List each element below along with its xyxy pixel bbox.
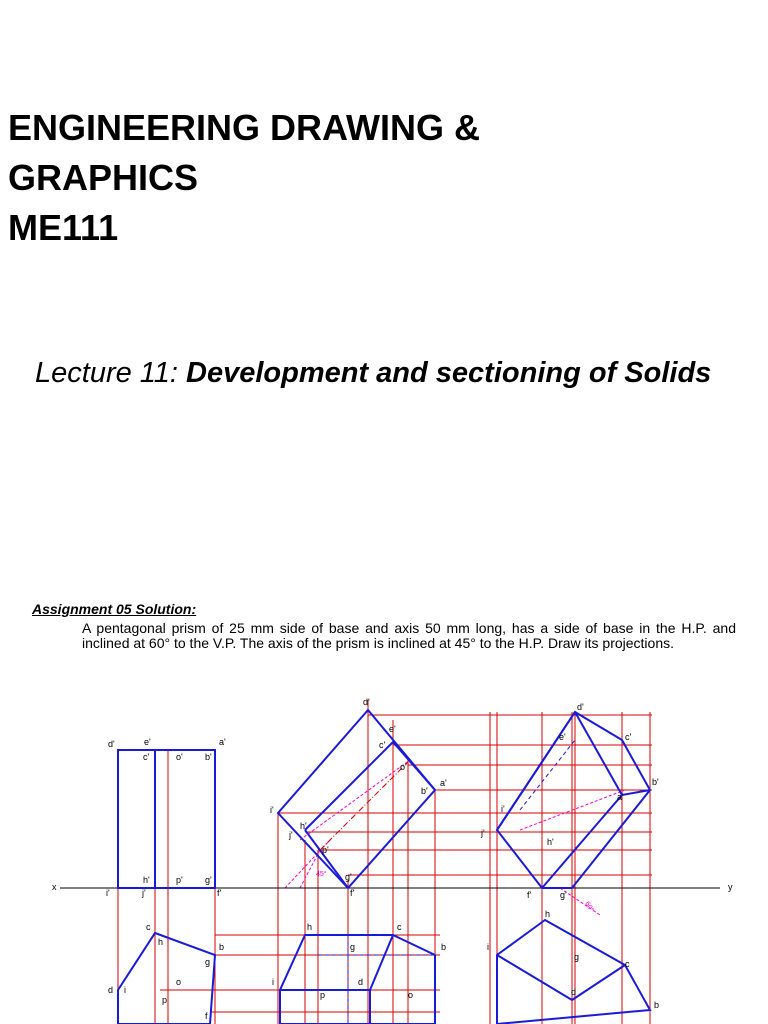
label-d-prime: d' [577,702,584,712]
label-p: p [320,990,326,1000]
label-j-prime: j' [289,830,293,840]
label-p: p [162,995,168,1005]
label-i: i [124,985,126,995]
lecture-topic: Development and sectioning of Solids [186,357,712,389]
label-c: c [397,922,402,932]
x-label: x [52,882,57,892]
label-g: g [350,942,356,952]
view1-front-labels [106,737,226,898]
label-b: b [219,942,225,952]
label-e-prime: e' [559,732,566,742]
label-d: d [571,987,577,997]
construction-lines [285,760,625,915]
front-view-2-outline [278,710,435,888]
label-b-prime: b' [205,752,212,762]
label-i-prime: i' [501,804,505,814]
title-line-3: ME111 [8,207,119,248]
label-a-prime: a' [440,778,447,788]
label-g-prime: g' [345,872,352,882]
problem-statement: A pentagonal prism of 25 mm side of base and axis 50 mm long, has a side of base in the H.P. and inclined at 60° to the V.P. The axis of the prism is inclined at 45° to the H.P. Draw its projections. [82,620,736,651]
label-e-prime: e' [144,737,151,747]
angle-45-label: 45° [316,871,327,878]
label-h: h [545,909,551,919]
label-d: d [358,977,364,987]
label-a-prime: a' [219,737,226,747]
view2-top-labels [272,922,446,1000]
label-b: b [441,942,447,952]
label-h-prime: h' [300,821,307,831]
label-p-prime: p' [322,845,329,855]
view3-top-labels [487,909,659,1010]
label-g: g [574,952,580,962]
label-o: o [176,977,182,987]
label-i-prime: i' [106,888,110,898]
label-e-prime: e' [389,724,396,734]
view3-front-labels [480,702,659,900]
label-c: c [625,959,630,969]
label-h: h [307,922,313,932]
label-j-prime: j' [142,888,146,898]
label-o: o [408,990,414,1000]
lecture-number: Lecture 11: [35,357,187,389]
object-outlines [118,710,650,1024]
label-h: h [158,937,164,947]
title-line-1: ENGINEERING DRAWING & [8,107,481,148]
label-f-prime: f' [350,888,355,898]
label-d-prime: d' [363,697,370,707]
title-line-2: GRAPHICS [8,157,199,198]
label-f: f [205,1011,208,1021]
label-h-prime: h' [143,875,150,885]
label-i-prime: i' [270,805,274,815]
label-c: c [146,922,151,932]
front-view-1-outline [118,750,215,888]
label-g-prime: g' [560,890,567,900]
label-o-prime: o' [176,752,183,762]
label-c-prime: c' [379,740,386,750]
label-h-prime: h' [547,837,554,847]
top-view-3-outline [497,920,650,1024]
assignment-heading: Assignment 05 Solution: [32,601,197,617]
label-c-prime: c' [625,732,632,742]
label-o-prime: o' [400,762,407,772]
label-a-prime: a' [617,792,624,802]
label-g-prime: g' [205,875,212,885]
label-i: i [487,942,489,952]
label-b: b [654,1000,660,1010]
label-d-prime: d' [108,739,115,749]
label-p-prime: p' [176,875,183,885]
label-f-prime: f' [217,888,222,898]
top-view-1-outline [118,933,215,1024]
label-b-prime: b' [652,777,659,787]
label-g: g [205,957,211,967]
label-b-prime: b' [421,786,428,796]
label-c-prime: c' [143,752,150,762]
label-i: i [272,977,274,987]
y-label: y [728,882,733,892]
label-f-prime: f' [527,890,532,900]
label-d: d [108,985,114,995]
angle-60-label: 60° [583,900,595,914]
label-j-prime: j' [481,828,485,838]
